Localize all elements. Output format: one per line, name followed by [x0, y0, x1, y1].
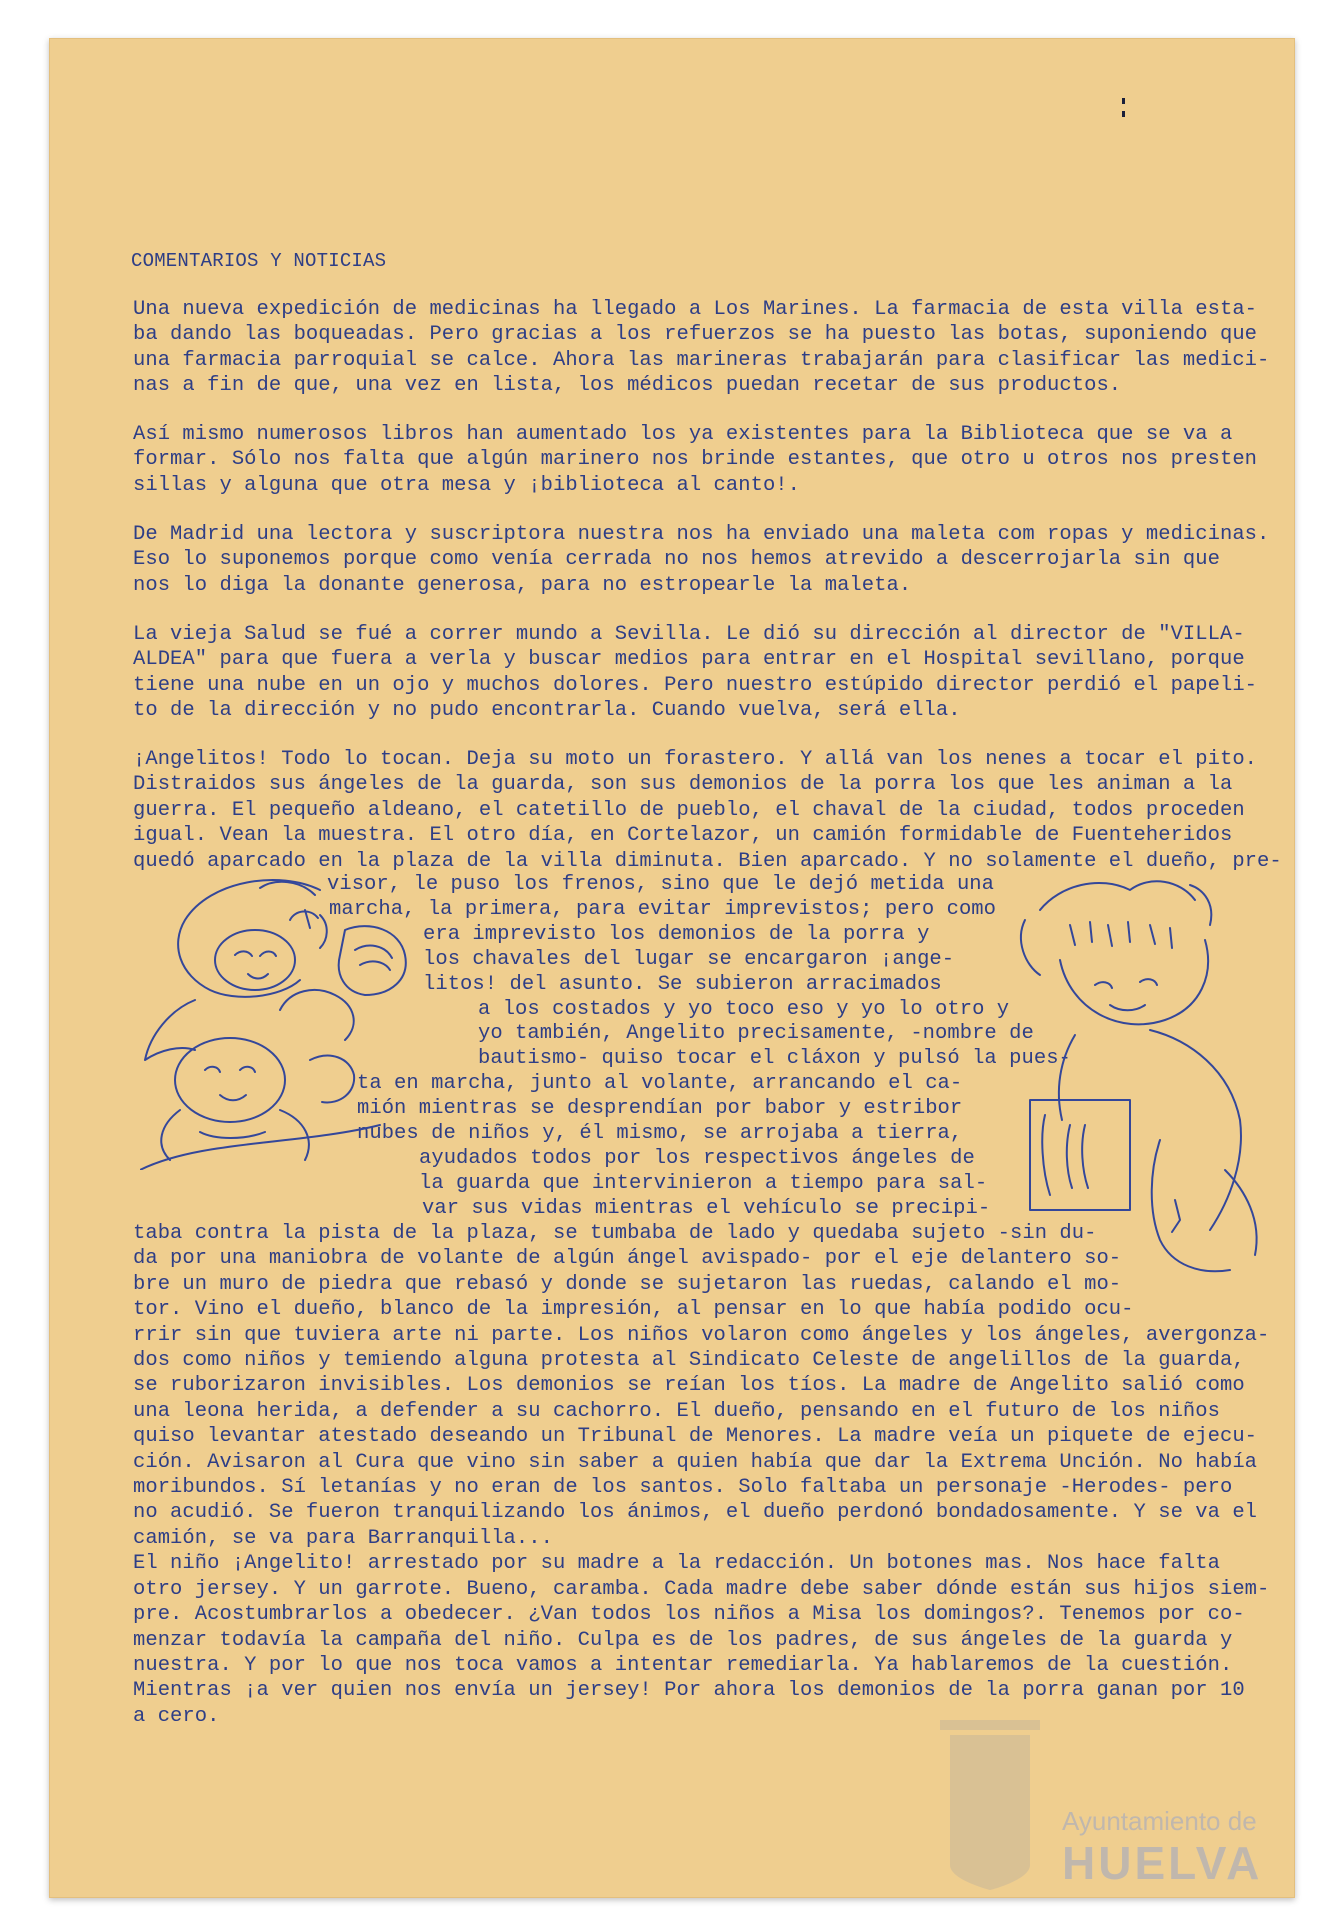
text-line: ta en marcha, junto al volante, arrancando el ca-	[357, 1072, 963, 1096]
text-line: quiso levantar atestado deseando un Tribunal de Menores. La madre veía un piquete de ejecu-	[133, 1425, 1258, 1449]
text-line: De Madrid una lectora y suscriptora nuestra nos ha enviado una maleta com ropas y medicinas.	[133, 523, 1270, 546]
text-line: Eso lo suponemos porque como venía cerrada no nos hemos atrevido a descerrojarla sin que	[133, 548, 1220, 572]
text-line: nas a fin de que, una vez en lista, los médicos puedan recetar de sus productos.	[133, 374, 1122, 398]
text-line: bre un muro de piedra que rebasó y donde se sujetaron las ruedas, calando el mo-	[133, 1272, 1122, 1296]
text-line: los chavales del lugar se encargaron ¡ange-	[423, 947, 955, 971]
text-line: nos lo diga la donante generosa, para no estropearle la maleta.	[133, 573, 912, 597]
text-line: dos como niños y temiendo alguna protesta al Sindicato Celeste de angelillos de la guarda,	[133, 1349, 1245, 1373]
text-line: bautismo- quiso tocar el cláxon y pulsó la pues-	[478, 1047, 1071, 1071]
text-line: a los costados y yo toco eso y yo lo otro y	[478, 997, 1010, 1021]
text-line: sillas y alguna que otra mesa y ¡biblioteca al canto!.	[133, 473, 801, 497]
text-line: La vieja Salud se fué a correr mundo a Sevilla. Le dió su dirección al director de "VILLA-	[133, 623, 1245, 646]
paragraph-2	[133, 422, 1257, 498]
text-line: nuestra. Y por lo que nos toca vamos a intentar remediarla. Ya hablaremos de la cuestión.	[133, 1653, 1233, 1677]
text-line: rrir sin que tuviera arte ni parte. Los niños volaron como ángeles y los ángeles, avergonza-	[133, 1323, 1270, 1347]
text-line: a cero.	[133, 1704, 220, 1728]
text-line: ayudados todos por los respectivos ángeles de	[419, 1146, 975, 1170]
text-line: no acudió. Se fueron tranquilizando los ánimos, el dueño perdonó bondadosamente. Y se va el	[133, 1501, 1258, 1525]
angels-drawing	[140, 870, 460, 1170]
text-line: tor. Vino el dueño, blanco de la impresión, al pensar en lo que había podido ocu-	[133, 1298, 1134, 1322]
text-line: tiene una nube en un ojo y muchos dolores. Pero nuestro estúpido director perdió el papeli-	[133, 673, 1258, 697]
text-line: igual. Vean la muestra. El otro día, en Cortelazor, un camión formidable de Fuenteheridos	[133, 824, 1233, 848]
text-line: yo también, Angelito precisamente, -nombre de	[478, 1022, 1034, 1046]
text-line: se ruborizaron invisibles. Los demonios se reían los tíos. La madre de Angelito salió como	[133, 1374, 1245, 1398]
punch-marks	[1122, 98, 1128, 128]
text-line: menzar todavía la campaña del niño. Culpa es de los padres, de sus ángeles de la guarda y	[133, 1628, 1233, 1652]
text-line: otro jersey. Y un garrote. Bueno, caramba. Cada madre debe saber dónde están sus hijos siem-	[133, 1577, 1270, 1601]
text-line: una leona herida, a defender a su cachorro. El dueño, pensando en el futuro de los niños	[133, 1399, 1220, 1423]
text-line: moribundos. Sí letanías y no eran de los santos. Solo faltaba un personaje -Herodes- pero	[133, 1476, 1233, 1500]
text-line: ción. Avisaron al Cura que vino sin saber a quien había que dar la Extrema Unción. No había	[133, 1450, 1258, 1474]
text-line: Así mismo numerosos libros han aumentado los ya existentes para la Biblioteca que se va a	[133, 423, 1233, 446]
text-line: una farmacia parroquial se calce. Ahora las marineras trabajarán para clasificar las medici-	[133, 348, 1270, 372]
text-line: Mientras ¡a ver quien nos envía un jersey! Por ahora los demonios de la porra ganan por 10	[133, 1679, 1245, 1703]
text-line: pre. Acostumbrarlos a obedecer. ¿Van todos los niños a Misa los domingos?. Tenemos por co-	[133, 1603, 1245, 1627]
text-line: litos! del asunto. Se subieron arracimados	[423, 972, 942, 996]
text-line: guerra. El pequeño aldeano, el catetillo de pueblo, el chaval de la ciudad, todos proceden	[133, 798, 1245, 822]
text-line: camión, se va para Barranquilla...	[133, 1526, 553, 1550]
paragraph-4	[133, 622, 1257, 724]
text-line: Distraidos sus ángeles de la guarda, son sus demonios de la porra los que les animan a la	[133, 773, 1233, 797]
paragraph-5-top	[133, 747, 1282, 874]
paragraph-3	[133, 522, 1269, 598]
paragraph-1	[133, 297, 1269, 399]
text-line: ¡Angelitos! Todo lo tocan. Deja su moto un forastero. Y allá van los nenes a tocar el pito.	[133, 748, 1258, 771]
text-line: var sus vidas mientras el vehículo se precipi-	[422, 1196, 991, 1220]
text-line: ALDEA" para que fuera a verla y buscar medios para entrar en el Hospital sevillano, porque	[133, 648, 1245, 672]
text-line: da por una maniobra de volante de algún ángel avispado- por el eje delantero so-	[133, 1247, 1122, 1271]
watermark-line1: Ayuntamiento de	[1062, 1806, 1257, 1836]
paragraph-5-bottom	[133, 1221, 1269, 1729]
text-line: la guarda que intervinieron a tiempo para sal-	[419, 1171, 988, 1195]
devil-drawing	[1000, 870, 1270, 1290]
text-line: quedó aparcado en la plaza de la villa diminuta. Bien aparcado. Y no solamente el dueño, pre-	[133, 849, 1282, 873]
text-line: to de la dirección y no pudo encontrarla. Cuando vuelva, será ella.	[133, 699, 961, 723]
text-line: Una nueva expedición de medicinas ha llegado a Los Marines. La farmacia de esta villa esta-	[133, 298, 1258, 321]
text-line: formar. Sólo nos falta que algún marinero nos brinde estantes, que otro u otros nos presten	[133, 448, 1258, 472]
text-line: nubes de niños y, él mismo, se arrojaba a tierra,	[357, 1122, 963, 1145]
text-line: era imprevisto los demonios de la porra y	[423, 922, 930, 946]
section-title: COMENTARIOS Y NOTICIAS	[131, 250, 387, 272]
text-line: mión mientras se desprendían por babor y estribor	[357, 1097, 963, 1121]
text-line: El niño ¡Angelito! arrestado por su madre a la redacción. Un botones mas. Nos hace falta	[133, 1552, 1220, 1576]
watermark-line2: HUELVA	[1062, 1837, 1263, 1889]
text-line: taba contra la pista de la plaza, se tumbaba de lado y quedaba sujeto -sin du-	[133, 1222, 1097, 1245]
text-line: ba dando las boqueadas. Pero gracias a los refuerzos se ha puesto las botas, suponiendo que	[133, 323, 1258, 347]
text-line: visor, le puso los frenos, sino que le dejó metida una	[327, 873, 995, 896]
text-line: marcha, la primera, para evitar imprevistos; pero como	[329, 897, 997, 921]
